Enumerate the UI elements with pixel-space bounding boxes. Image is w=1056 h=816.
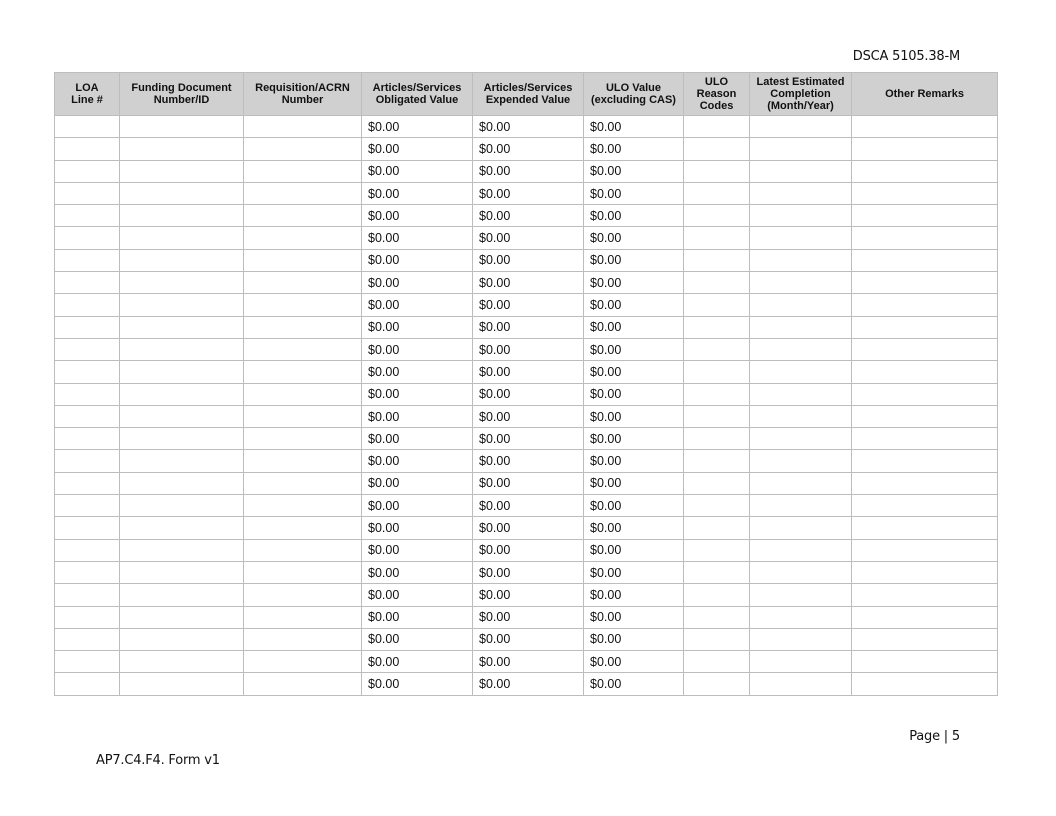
table-cell[interactable] [852, 405, 998, 427]
table-cell[interactable] [55, 606, 120, 628]
table-cell[interactable]: $0.00 [362, 160, 473, 182]
page-number: Page | 5 [909, 729, 960, 744]
table-cell[interactable] [750, 517, 852, 539]
table-cell[interactable] [684, 673, 750, 695]
column-header: Latest Estimated Completion (Month/Year) [750, 73, 852, 116]
table-cell[interactable]: $0.00 [362, 539, 473, 561]
table-cell[interactable]: $0.00 [473, 383, 584, 405]
table-cell[interactable] [244, 517, 362, 539]
table-row [55, 361, 998, 383]
table-cell[interactable]: $0.00 [473, 606, 584, 628]
table-cell[interactable] [750, 138, 852, 160]
table-cell[interactable] [55, 383, 120, 405]
table-cell[interactable] [244, 673, 362, 695]
table-cell[interactable] [684, 539, 750, 561]
table-cell[interactable]: $0.00 [473, 294, 584, 316]
column-header: ULO Reason Codes [684, 73, 750, 116]
table-cell[interactable] [852, 338, 998, 360]
table-cell[interactable]: $0.00 [362, 673, 473, 695]
table-cell[interactable] [852, 628, 998, 650]
table-cell[interactable]: $0.00 [362, 651, 473, 673]
table-cell[interactable] [750, 561, 852, 583]
table-cell[interactable] [750, 495, 852, 517]
table-cell[interactable] [244, 428, 362, 450]
table-cell[interactable] [750, 628, 852, 650]
table-cell[interactable]: $0.00 [362, 428, 473, 450]
table-row [55, 227, 998, 249]
table-cell[interactable]: $0.00 [362, 249, 473, 271]
table-cell[interactable] [684, 160, 750, 182]
table-cell[interactable] [684, 294, 750, 316]
table-cell[interactable]: $0.00 [473, 227, 584, 249]
table-cell[interactable] [750, 227, 852, 249]
table-cell[interactable]: $0.00 [473, 584, 584, 606]
table-cell[interactable] [684, 472, 750, 494]
table-cell[interactable] [55, 539, 120, 561]
table-cell[interactable] [750, 272, 852, 294]
table-cell[interactable]: $0.00 [362, 495, 473, 517]
table-row [55, 383, 998, 405]
table-cell[interactable] [750, 428, 852, 450]
table-cell[interactable] [120, 428, 244, 450]
table-cell[interactable]: $0.00 [473, 272, 584, 294]
table-cell[interactable] [120, 294, 244, 316]
table-cell[interactable] [244, 361, 362, 383]
table-cell[interactable] [55, 294, 120, 316]
table-cell[interactable] [55, 227, 120, 249]
table-cell[interactable] [55, 651, 120, 673]
table-row [55, 160, 998, 182]
table-row [55, 628, 998, 650]
table-row [55, 584, 998, 606]
table-cell[interactable] [684, 517, 750, 539]
table-cell[interactable] [750, 405, 852, 427]
table-cell[interactable]: $0.00 [584, 182, 684, 204]
table-cell[interactable]: $0.00 [584, 495, 684, 517]
table-cell[interactable]: $0.00 [473, 405, 584, 427]
table-cell[interactable] [750, 160, 852, 182]
table-cell[interactable] [55, 361, 120, 383]
ulo-form-table [54, 72, 998, 696]
table-cell[interactable] [244, 249, 362, 271]
table-cell[interactable] [750, 116, 852, 138]
table-cell[interactable] [120, 606, 244, 628]
table-cell[interactable] [684, 249, 750, 271]
table-cell[interactable] [120, 116, 244, 138]
table-cell[interactable]: $0.00 [473, 539, 584, 561]
table-cell[interactable] [684, 628, 750, 650]
table-cell[interactable] [120, 405, 244, 427]
table-cell[interactable]: $0.00 [584, 361, 684, 383]
table-row [55, 116, 998, 138]
table-cell[interactable] [750, 651, 852, 673]
table-cell[interactable] [120, 316, 244, 338]
table-cell[interactable]: $0.00 [473, 182, 584, 204]
column-header: ULO Value (excluding CAS) [584, 73, 684, 116]
table-row [55, 428, 998, 450]
table-cell[interactable] [684, 361, 750, 383]
table-cell[interactable]: $0.00 [362, 628, 473, 650]
table-row [55, 561, 998, 583]
table-cell[interactable]: $0.00 [362, 405, 473, 427]
table-cell[interactable] [120, 227, 244, 249]
table-cell[interactable]: $0.00 [584, 227, 684, 249]
table-cell[interactable] [244, 116, 362, 138]
table-cell[interactable] [852, 383, 998, 405]
table-cell[interactable] [120, 561, 244, 583]
table-cell[interactable] [244, 272, 362, 294]
table-cell[interactable] [55, 450, 120, 472]
table-cell[interactable] [244, 316, 362, 338]
table-cell[interactable] [120, 539, 244, 561]
column-header: Requisition/ACRN Number [244, 73, 362, 116]
table-cell[interactable] [852, 294, 998, 316]
table-cell[interactable]: $0.00 [584, 450, 684, 472]
table-cell[interactable] [852, 227, 998, 249]
table-cell[interactable]: $0.00 [584, 316, 684, 338]
table-cell[interactable] [852, 539, 998, 561]
table-cell[interactable]: $0.00 [473, 628, 584, 650]
table-cell[interactable] [55, 205, 120, 227]
table-cell[interactable]: $0.00 [362, 182, 473, 204]
table-cell[interactable]: $0.00 [584, 116, 684, 138]
table-cell[interactable] [852, 316, 998, 338]
table-cell[interactable] [684, 561, 750, 583]
table-row [55, 249, 998, 271]
table-row [55, 539, 998, 561]
table-cell[interactable] [852, 428, 998, 450]
table-cell[interactable] [244, 495, 362, 517]
table-cell[interactable] [244, 182, 362, 204]
table-cell[interactable] [244, 628, 362, 650]
table-cell[interactable]: $0.00 [473, 316, 584, 338]
table-cell[interactable]: $0.00 [584, 138, 684, 160]
table-cell[interactable] [852, 272, 998, 294]
table-row [55, 405, 998, 427]
table-cell[interactable] [852, 472, 998, 494]
table-cell[interactable] [120, 584, 244, 606]
table-cell[interactable]: $0.00 [584, 673, 684, 695]
table-cell[interactable] [750, 450, 852, 472]
table-row [55, 294, 998, 316]
table-cell[interactable] [750, 316, 852, 338]
table-cell[interactable] [684, 338, 750, 360]
table-cell[interactable] [684, 450, 750, 472]
table-cell[interactable] [55, 673, 120, 695]
table-cell[interactable] [684, 405, 750, 427]
table-cell[interactable] [750, 673, 852, 695]
table-cell[interactable]: $0.00 [473, 673, 584, 695]
table-cell[interactable] [244, 561, 362, 583]
table-cell[interactable]: $0.00 [584, 606, 684, 628]
table-cell[interactable] [684, 606, 750, 628]
column-header: Articles/Services Expended Value [473, 73, 584, 116]
table-cell[interactable] [244, 160, 362, 182]
table-cell[interactable] [120, 673, 244, 695]
column-header: Articles/Services Obligated Value [362, 73, 473, 116]
table-row [55, 316, 998, 338]
table-row [55, 450, 998, 472]
table-cell[interactable]: $0.00 [362, 584, 473, 606]
table-cell[interactable] [852, 249, 998, 271]
table-cell[interactable] [852, 138, 998, 160]
table-cell[interactable]: $0.00 [362, 316, 473, 338]
table-row [55, 138, 998, 160]
table-cell[interactable]: $0.00 [473, 361, 584, 383]
table-cell[interactable] [55, 517, 120, 539]
table-cell[interactable]: $0.00 [584, 628, 684, 650]
table-cell[interactable] [55, 116, 120, 138]
table-cell[interactable]: $0.00 [584, 272, 684, 294]
table-cell[interactable]: $0.00 [473, 472, 584, 494]
table-row [55, 205, 998, 227]
table-cell[interactable] [750, 606, 852, 628]
table-cell[interactable]: $0.00 [473, 428, 584, 450]
table-row [55, 606, 998, 628]
table-cell[interactable] [120, 182, 244, 204]
table-cell[interactable]: $0.00 [584, 561, 684, 583]
table-cell[interactable] [120, 205, 244, 227]
table-cell[interactable] [244, 539, 362, 561]
table-cell[interactable] [120, 651, 244, 673]
table-cell[interactable] [55, 272, 120, 294]
table-cell[interactable] [852, 606, 998, 628]
table-cell[interactable]: $0.00 [584, 160, 684, 182]
column-header: Funding Document Number/ID [120, 73, 244, 116]
table-cell[interactable] [244, 606, 362, 628]
table-row [55, 272, 998, 294]
table-cell[interactable]: $0.00 [584, 517, 684, 539]
table-cell[interactable]: $0.00 [362, 227, 473, 249]
table-cell[interactable] [244, 227, 362, 249]
table-cell[interactable] [852, 361, 998, 383]
table-cell[interactable]: $0.00 [362, 561, 473, 583]
table-cell[interactable] [55, 338, 120, 360]
table-cell[interactable] [684, 116, 750, 138]
column-header: Other Remarks [852, 73, 998, 116]
table-cell[interactable] [684, 428, 750, 450]
table-cell[interactable] [244, 651, 362, 673]
table-cell[interactable] [120, 361, 244, 383]
table-cell[interactable]: $0.00 [473, 116, 584, 138]
table-cell[interactable] [55, 249, 120, 271]
table-row [55, 495, 998, 517]
table-cell[interactable] [852, 517, 998, 539]
table-header-row [55, 73, 998, 116]
table-cell[interactable]: $0.00 [473, 517, 584, 539]
table-cell[interactable] [684, 383, 750, 405]
table-cell[interactable] [244, 383, 362, 405]
table-cell[interactable] [852, 116, 998, 138]
table-cell[interactable] [852, 160, 998, 182]
table-cell[interactable]: $0.00 [362, 116, 473, 138]
table-cell[interactable]: $0.00 [584, 584, 684, 606]
table-row [55, 651, 998, 673]
table-cell[interactable] [55, 584, 120, 606]
table-cell[interactable] [55, 495, 120, 517]
table-row [55, 472, 998, 494]
table-cell[interactable] [750, 472, 852, 494]
table-cell[interactable] [244, 405, 362, 427]
table-cell[interactable] [244, 450, 362, 472]
table-cell[interactable] [852, 584, 998, 606]
table-cell[interactable] [120, 450, 244, 472]
table-cell[interactable] [55, 160, 120, 182]
table-cell[interactable] [684, 495, 750, 517]
table-cell[interactable]: $0.00 [362, 294, 473, 316]
table-cell[interactable] [120, 160, 244, 182]
table-cell[interactable] [55, 628, 120, 650]
table-cell[interactable]: $0.00 [584, 472, 684, 494]
table-cell[interactable]: $0.00 [584, 405, 684, 427]
table-cell[interactable]: $0.00 [473, 561, 584, 583]
table-cell[interactable]: $0.00 [584, 249, 684, 271]
table-cell[interactable] [244, 205, 362, 227]
table-cell[interactable] [120, 472, 244, 494]
table-row [55, 182, 998, 204]
table-cell[interactable]: $0.00 [362, 517, 473, 539]
table-cell[interactable] [55, 428, 120, 450]
table-cell[interactable]: $0.00 [584, 205, 684, 227]
table-cell[interactable] [684, 227, 750, 249]
table-cell[interactable] [684, 138, 750, 160]
table-cell[interactable] [852, 673, 998, 695]
table-cell[interactable] [750, 249, 852, 271]
table-cell[interactable] [120, 338, 244, 360]
table-cell[interactable]: $0.00 [473, 495, 584, 517]
table-cell[interactable]: $0.00 [362, 272, 473, 294]
table-cell[interactable] [244, 294, 362, 316]
table-cell[interactable] [120, 249, 244, 271]
table-cell[interactable] [684, 584, 750, 606]
table-cell[interactable] [244, 584, 362, 606]
table-cell[interactable] [55, 472, 120, 494]
table-cell[interactable] [120, 383, 244, 405]
table-cell[interactable]: $0.00 [473, 160, 584, 182]
table-cell[interactable]: $0.00 [473, 651, 584, 673]
table-cell[interactable] [750, 205, 852, 227]
table-cell[interactable]: $0.00 [473, 205, 584, 227]
table-cell[interactable] [852, 495, 998, 517]
table-cell[interactable]: $0.00 [584, 651, 684, 673]
table-cell[interactable] [852, 651, 998, 673]
table-cell[interactable]: $0.00 [362, 383, 473, 405]
table-cell[interactable] [120, 272, 244, 294]
table-cell[interactable]: $0.00 [362, 205, 473, 227]
table-cell[interactable]: $0.00 [362, 138, 473, 160]
table-cell[interactable] [120, 138, 244, 160]
table-cell[interactable] [750, 361, 852, 383]
table-cell[interactable] [244, 472, 362, 494]
table-cell[interactable] [684, 272, 750, 294]
table-row [55, 673, 998, 695]
table-cell[interactable] [684, 205, 750, 227]
table-cell[interactable]: $0.00 [362, 450, 473, 472]
table-cell[interactable] [244, 138, 362, 160]
table-cell[interactable] [55, 138, 120, 160]
table-cell[interactable]: $0.00 [473, 338, 584, 360]
table-cell[interactable] [684, 316, 750, 338]
table-cell[interactable] [55, 405, 120, 427]
table-cell[interactable] [750, 539, 852, 561]
table-cell[interactable]: $0.00 [584, 294, 684, 316]
table-cell[interactable] [852, 561, 998, 583]
table-cell[interactable] [120, 628, 244, 650]
table-cell[interactable] [852, 450, 998, 472]
table-cell[interactable]: $0.00 [473, 450, 584, 472]
table-cell[interactable] [750, 584, 852, 606]
table-cell[interactable] [684, 182, 750, 204]
table-cell[interactable] [244, 338, 362, 360]
column-header: LOA Line # [55, 73, 120, 116]
table-cell[interactable]: $0.00 [584, 338, 684, 360]
table-cell[interactable]: $0.00 [362, 361, 473, 383]
table-cell[interactable] [750, 294, 852, 316]
table-cell[interactable] [750, 182, 852, 204]
table-cell[interactable]: $0.00 [584, 539, 684, 561]
table-cell[interactable]: $0.00 [362, 606, 473, 628]
table-cell[interactable] [120, 495, 244, 517]
table-cell[interactable] [750, 338, 852, 360]
table-cell[interactable] [120, 517, 244, 539]
table-row [55, 517, 998, 539]
form-version: AP7.C4.F4. Form v1 [96, 753, 220, 768]
table-cell[interactable] [55, 182, 120, 204]
table-cell[interactable] [852, 205, 998, 227]
table-cell[interactable]: $0.00 [362, 472, 473, 494]
table-cell[interactable] [684, 651, 750, 673]
table-cell[interactable] [55, 561, 120, 583]
table-cell[interactable]: $0.00 [473, 249, 584, 271]
table-row [55, 338, 998, 360]
table-cell[interactable] [852, 182, 998, 204]
table-cell[interactable] [55, 316, 120, 338]
document-id: DSCA 5105.38-M [852, 49, 960, 64]
table-body [55, 116, 998, 696]
table-cell[interactable] [750, 383, 852, 405]
table-cell[interactable]: $0.00 [584, 383, 684, 405]
table-cell[interactable]: $0.00 [362, 338, 473, 360]
table-cell[interactable]: $0.00 [473, 138, 584, 160]
table-cell[interactable]: $0.00 [584, 428, 684, 450]
